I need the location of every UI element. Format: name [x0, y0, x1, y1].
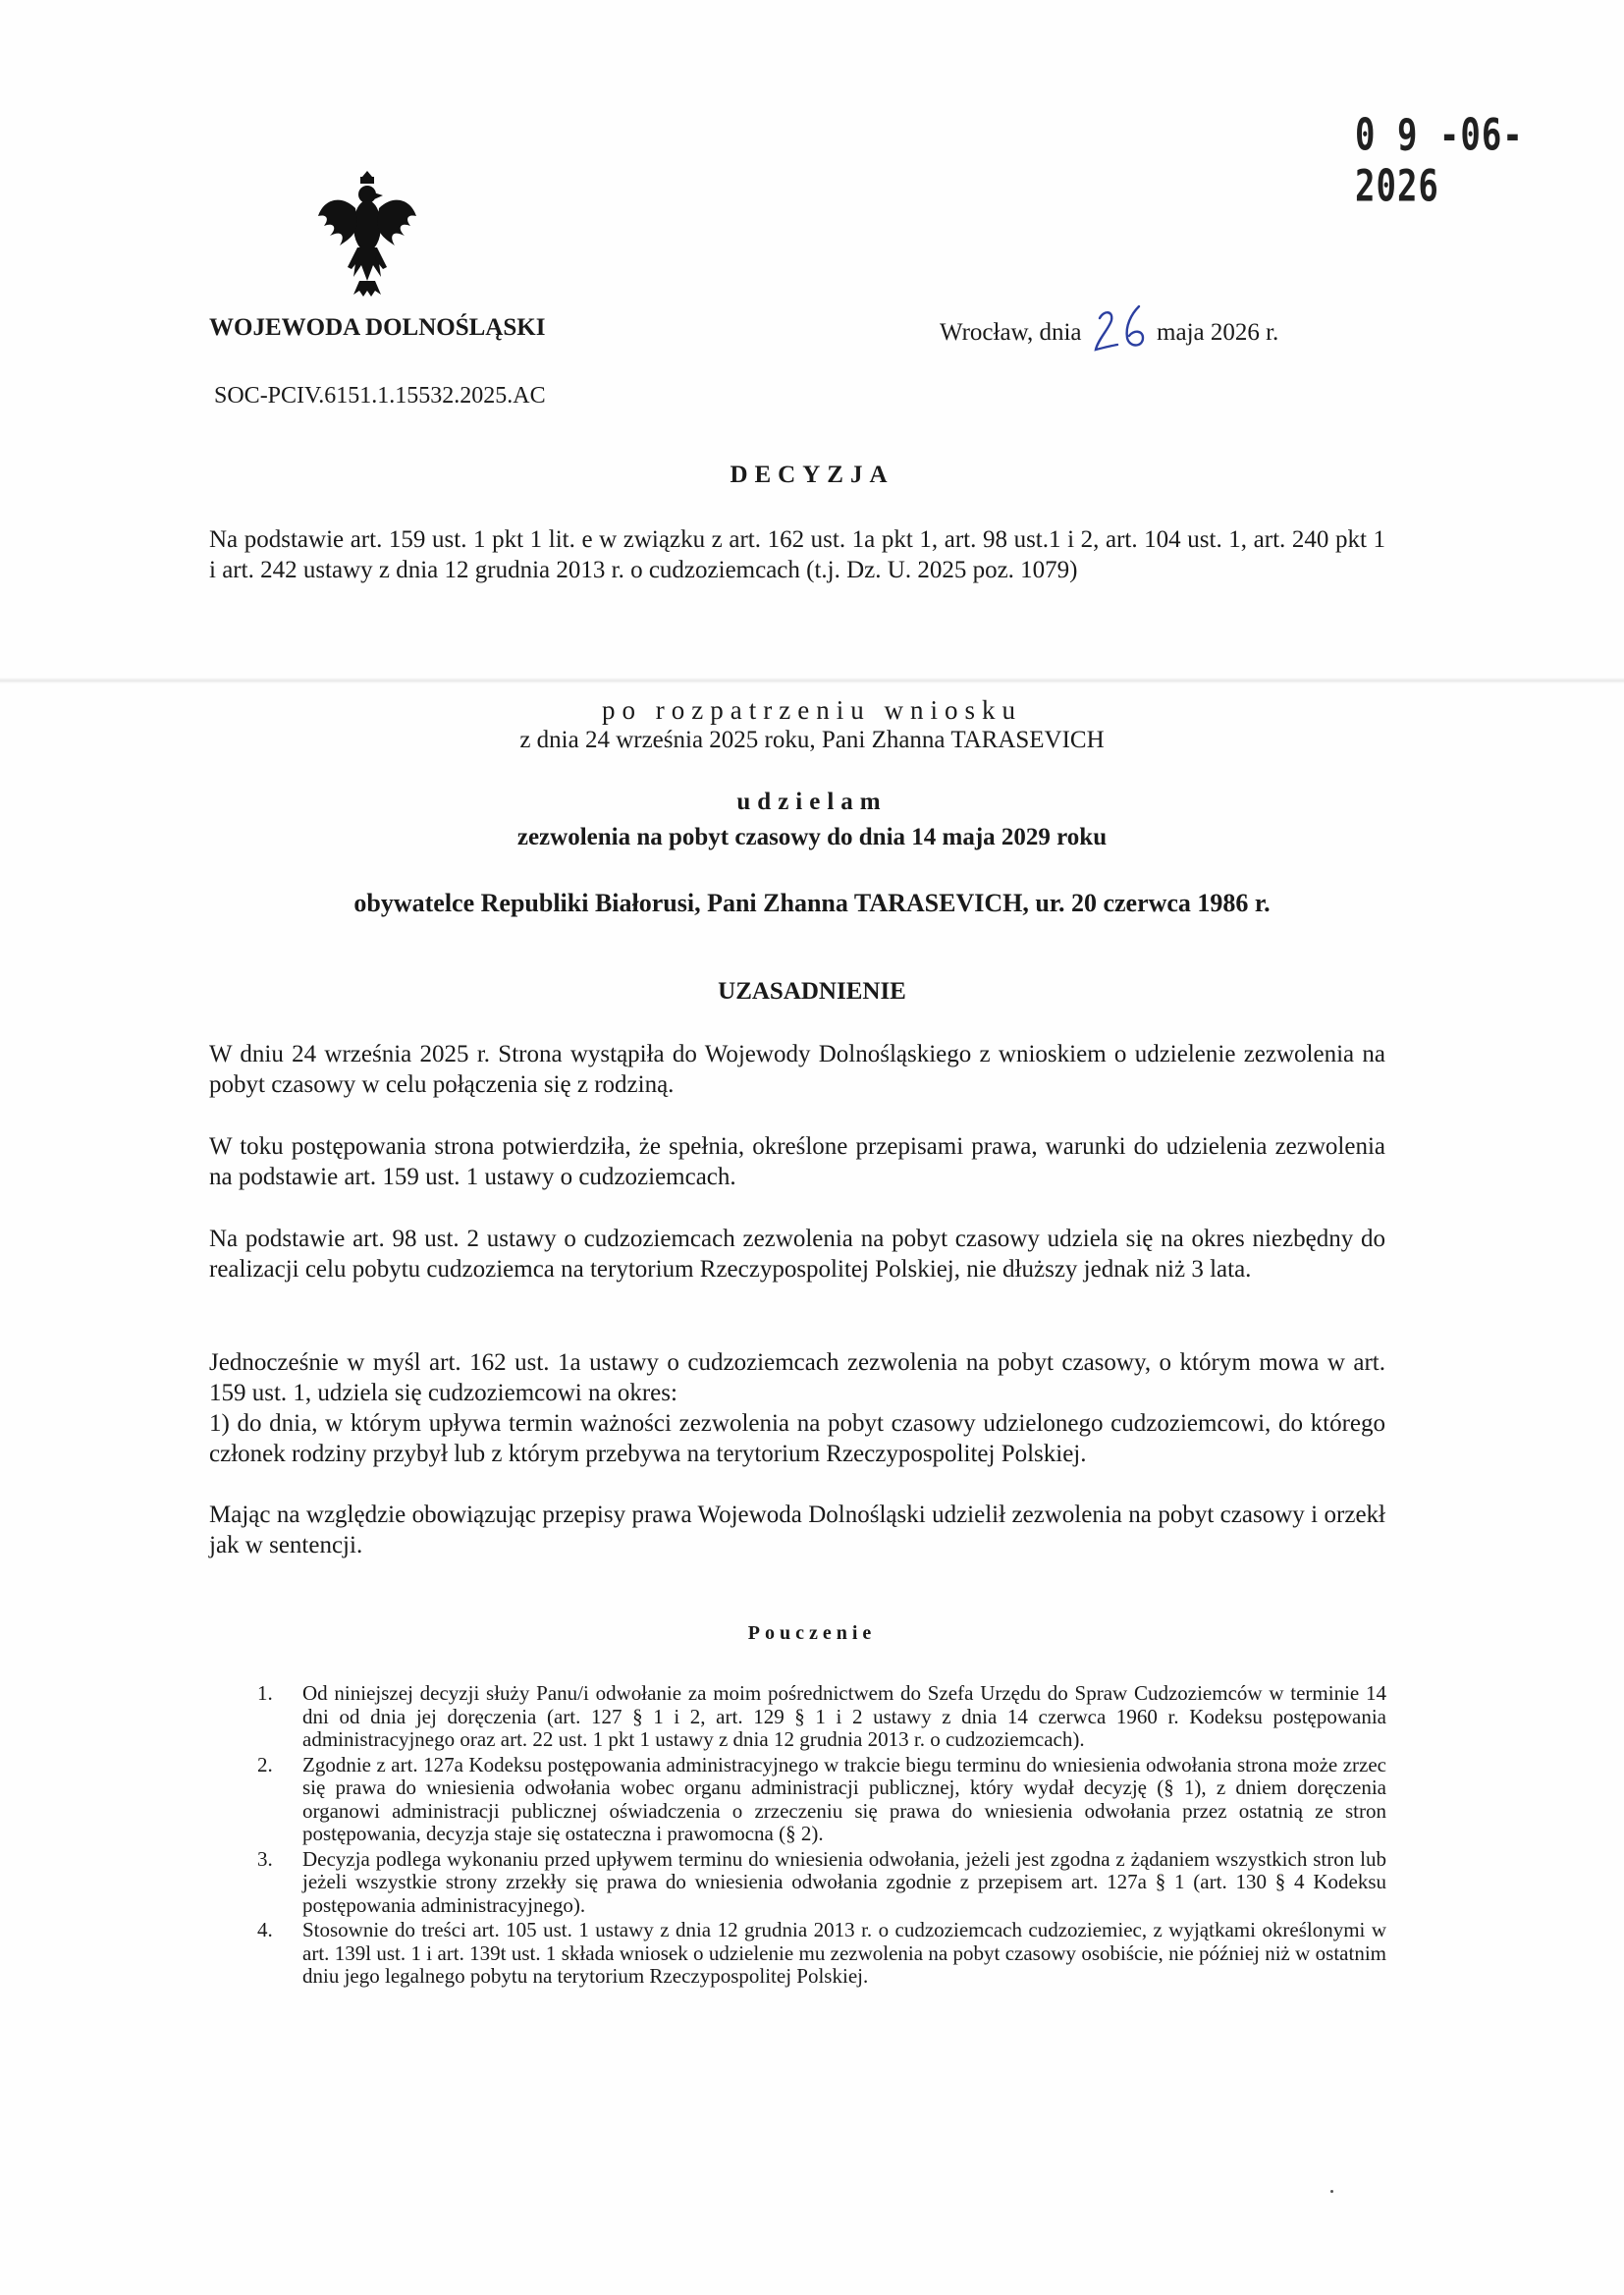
consideration-line-1: po rozpatrzeniu wniosku: [602, 695, 1022, 725]
advice-item-number: 4.: [257, 1918, 273, 1941]
permit-grant-line: zezwolenia na pobyt czasowy do dnia 14 maja 2029 roku: [516, 824, 1108, 850]
justification-paragraph-3: Na podstawie art. 98 ust. 2 ustawy o cudzoziemcach zezwolenia na pobyt czasowy udziela się na okres niezbędny do realizacji celu pobytu cudzoziemca na terytorium Rzeczypospolitej Polskiej, nie dłuższy jednak niż 3 lata.: [209, 1226, 1385, 1283]
justification-paragraph-4: [209, 1347, 1385, 1469]
advice-item-number: 3.: [257, 1846, 273, 1871]
date-prefix: Wrocław, dnia: [940, 319, 1082, 346]
grant-verb: udzielam: [736, 789, 888, 815]
advice-item: [257, 1919, 1386, 1989]
scan-speck: [1330, 2190, 1333, 2193]
justification-paragraph-1: W dniu 24 września 2025 r. Strona wystąpiła do Wojewody Dolnośląskiego z wnioskiem o udzielenie zezwolenia na pobyt czasowy w celu połączenia się z rodziną.: [209, 1041, 1385, 1098]
handwritten-day: [1088, 312, 1151, 352]
decision-title: DECYZJA: [730, 462, 894, 488]
case-reference-number: SOC-PCIV.6151.1.15532.2025.AC: [214, 383, 546, 409]
advice-item-text: Od niniejszej decyzji służy Panu/i odwołanie za moim pośrednictwem do Szefa Urzędu do Spraw Cudzoziemców w terminie 14 dni od dnia jej doręczenia (art. 127 § 1 i 2, art. 129 § 1 i 2 ustawy z dnia 14 czerwca 1960 r. Kodeksu postępowania administracyjnego oraz art. 22 ust. 1 pkt 1 ustawy z dnia 12 grudnia 2013 r. o cudzoziemcach).: [302, 1681, 1386, 1751]
legal-basis-paragraph: Na podstawie art. 159 ust. 1 pkt 1 lit. e w związku z art. 162 ust. 1a pkt 1, art. 98 ust.1 i 2, art. 104 ust. 1, art. 240 pkt 1 i art. 242 ustawy z dnia 12 grudnia 2013 r. o cudzoziemcach (t.j. Dz. U. 2025 poz. 1079): [209, 526, 1385, 583]
advice-item: [257, 1682, 1386, 1752]
advice-item-text: Stosownie do treści art. 105 ust. 1 ustawy z dnia 12 grudnia 2013 r. o cudzoziemcach cudzoziemiec, z wyjątkami określonymi w art. 139l ust. 1 i art. 139t ust. 1 składa wniosek o udzielenie mu zezwolenia na pobyt czasowy osobiście, nie później niż w ostatnim dniu jego legalnego pobytu na terytorium Rzeczypospolitej Polskiej.: [302, 1918, 1386, 1988]
advice-item: [257, 1754, 1386, 1846]
handwritten-day-mark: [1088, 304, 1151, 352]
justification-paragraph-2: W toku postępowania strona potwierdziła, że spełnia, określone przepisami prawa, warunki do udzielenia zezwolenia na podstawie art. 159 ust. 1 ustawy o cudzoziemcach.: [209, 1133, 1385, 1190]
place-and-date: [940, 312, 1278, 352]
advice-title: Pouczenie: [747, 1622, 877, 1644]
permit-recipient-line: obywatelce Republiki Białorusi, Pani Zhanna TARASEVICH, ur. 20 czerwca 1986 r.: [353, 889, 1271, 917]
advice-list: [257, 1682, 1386, 1991]
justification-paragraph-4-point: 1) do dnia, w którym upływa termin ważności zezwolenia na pobyt czasowy udzielonego cudzoziemcowi, do którego członek rodziny przybył lub z którym przebywa na terytorium Rzeczypospolitej Polskiej.: [209, 1410, 1385, 1467]
advice-item-text: Zgodnie z art. 127a Kodeksu postępowania administracyjnego w trakcie biegu terminu do wniesienia odwołania strona może zrzec się prawa do wniesienia odwołania wobec organu administracji publicznej, który wydał decyzję (§ 1), z dniem doręczenia organowi administracji publicznej oświadczenia o zrzeczeniu się prawa do wniesienia odwołania przez ostatnią ze stron postępowania, decyzja staje się ostateczna i prawomocna (§ 2).: [302, 1752, 1386, 1845]
paper-fold-line: [0, 678, 1624, 683]
polish-eagle-emblem: [312, 165, 422, 302]
advice-item: [257, 1848, 1386, 1918]
advice-item-number: 1.: [257, 1681, 273, 1705]
advice-item-number: 2.: [257, 1752, 273, 1776]
advice-item-text: Decyzja podlega wykonaniu przed upływem terminu do wniesienia odwołania, jeżeli jest zgodna z żądaniem wszystkich stron lub jeżeli wszystkie strony zrzekły się prawa do wniesienia odwołania zgodnie z przepisem art. 127a § 1 (art. 130 § 4 Kodeksu postępowania administracyjnego).: [302, 1846, 1386, 1917]
justification-paragraph-4-intro: Jednocześnie w myśl art. 162 ust. 1a ustawy o cudzoziemcach zezwolenia na pobyt czasowy, o którym mowa w art. 159 ust. 1, udziela się cudzoziemcowi na okres:: [209, 1349, 1385, 1406]
justification-title: UZASADNIENIE: [718, 978, 906, 1005]
issuing-authority: WOJEWODA DOLNOŚLĄSKI: [209, 314, 546, 341]
justification-paragraph-5: Mając na względzie obowiązując przepisy prawa Wojewoda Dolnośląski udzielił zezwolenia na pobyt czasowy i orzekł jak w sentencji.: [209, 1502, 1385, 1558]
consideration-line-2: z dnia 24 września 2025 roku, Pani Zhanna TARASEVICH: [519, 727, 1105, 753]
received-date-stamp: 0 9 -06- 2026: [1355, 110, 1524, 212]
date-suffix: maja 2026 r.: [1157, 319, 1279, 346]
